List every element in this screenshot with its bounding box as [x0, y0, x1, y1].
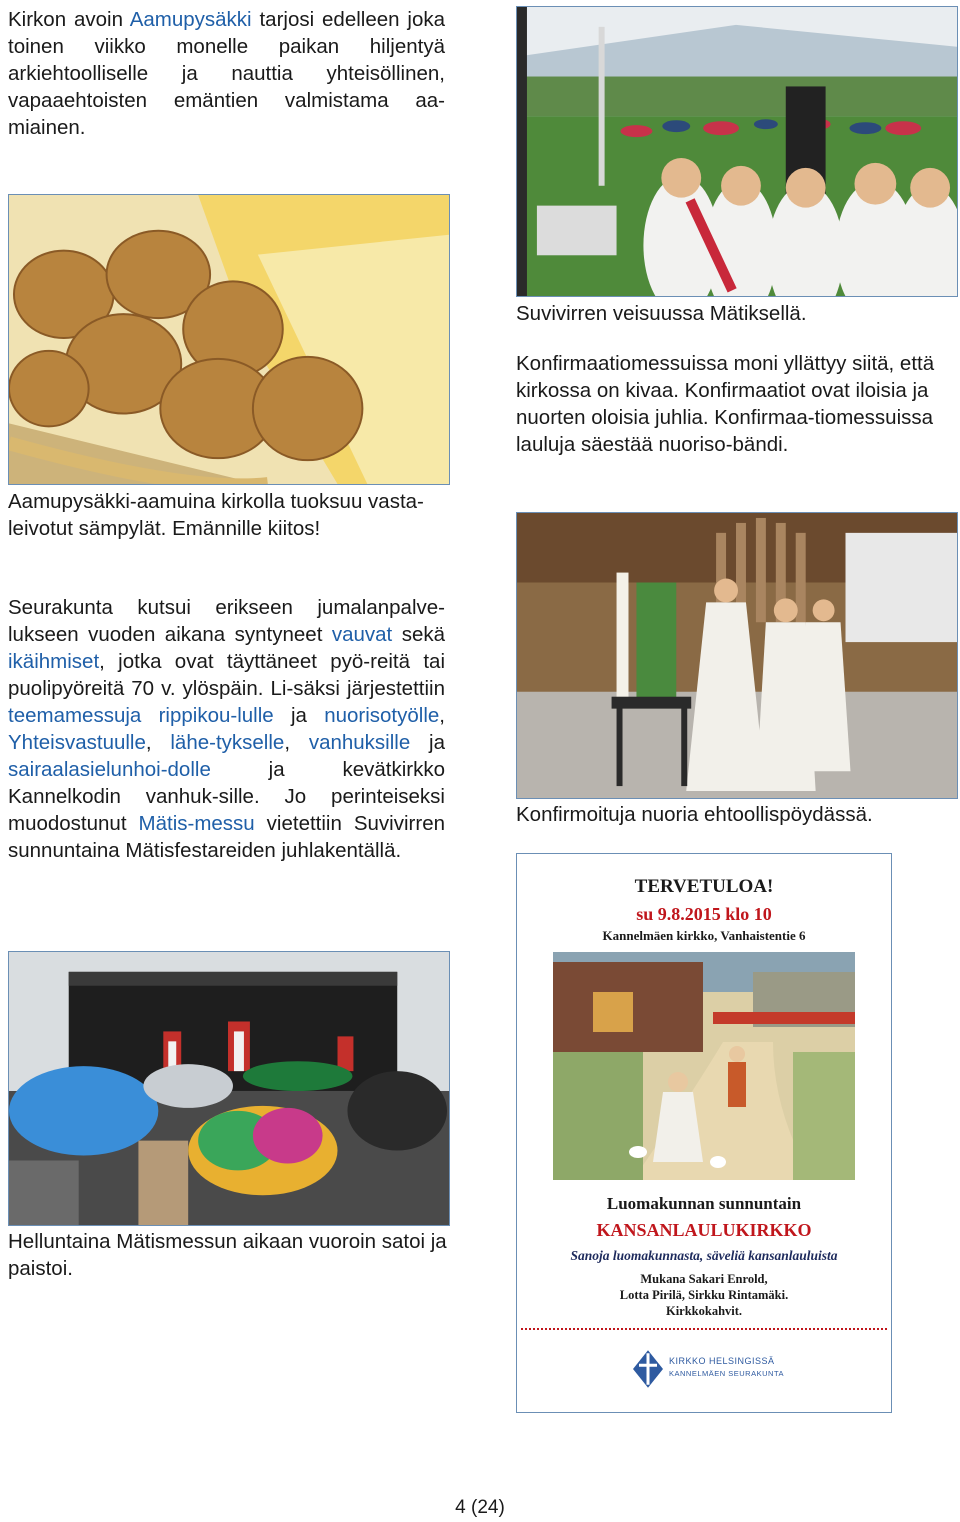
link-vanhukset[interactable]: vanhuksille — [308, 731, 411, 754]
photo-rain-mass — [8, 951, 450, 1226]
bread-basket-image — [9, 195, 449, 484]
link-matismessu[interactable]: Mätis-messu — [138, 812, 255, 835]
link-lahetys[interactable]: lähe-tykselle — [170, 731, 285, 754]
photo-bread-basket — [8, 194, 450, 485]
poster-welcome: TERVETULOA! — [634, 876, 774, 897]
cross-logo-icon — [633, 1344, 663, 1394]
field-service-image — [517, 7, 957, 296]
caption-rain-mass: Helluntaina Mätismessun aikaan vuoroin satoi ja paistoi. — [8, 1230, 447, 1280]
confirmation-paragraph: Konfirmaatiomessuissa moni yllättyy siitä, että kirkossa on kivaa. Konfirmaatiot ovat iloisia ja nuorten oloisia juhlia. Konfirmaa-tiomessuissa lauluja säestää nuoriso-bändi. — [516, 352, 935, 456]
poster-place: Kannelmäen kirkko, Vanhaistentie 6 — [602, 928, 806, 943]
link-ikaihmiset[interactable]: ikäihmiset — [8, 650, 100, 673]
poster-line-1: Mukana Sakari Enrold, — [640, 1272, 768, 1286]
poster-date: su 9.8.2015 klo 10 — [636, 904, 772, 924]
photo-confirmation-altar — [516, 512, 958, 799]
kirkko-helsingissa-logo — [633, 1344, 793, 1394]
poster-painting-image — [553, 952, 855, 1180]
logo-text-1: KIRKKO HELSINGISSÄ — [669, 1356, 775, 1366]
event-poster — [516, 853, 892, 1413]
main-paragraph: Seurakunta kutsui erikseen jumalanpalve-lukseen vuoden aikana syntyneet vauvat sekä ikäihmiset, jotka ovat täyttäneet pyö-reitä tai puolipyöreitä 70 v. ylöspäin. Li-säksi järjestettiin teemamessuja rippikou-lulle ja nuorisotyölle, Yhteisvastuulle, lähe-tykselle, vanhuksille ja sairaalasielunhoi-dolle ja kevätkirkko Kannelkodin vanhuk-sille. Jo perinteiseksi muodostunut Mätis-messu vietettiin Suvivirren sunnuntaina Mätisfestareiden juhlakentällä. — [8, 596, 445, 862]
poster-dotted-divider — [521, 1328, 887, 1330]
link-sairaalasielunhoito[interactable]: sairaalasielunhoi-dolle — [8, 758, 211, 781]
poster-tagline: Sanoja luomakunnasta, säveliä kansanlauluista — [570, 1248, 838, 1263]
link-yhteisvastuu[interactable]: Yhteisvastuulle — [8, 731, 146, 754]
poster-line-3: Kirkkokahvit. — [665, 1304, 743, 1318]
photo-field-service — [516, 6, 958, 297]
link-nuorisotyo[interactable]: nuorisotyölle — [324, 704, 440, 727]
caption-confirmation-altar: Konfirmoituja nuoria ehtoollispöydässä. — [516, 803, 873, 826]
caption-field-service: Suvivirren veisuussa Mätiksellä. — [516, 302, 807, 325]
confirmation-altar-image — [517, 513, 957, 798]
intro-paragraph: Kirkon avoin Aamupysäkki tarjosi edelleen joka toinen viikko monelle paikan hiljentyä arkiehtoolliselle ja nauttia yhteisöllinen, vapaaehtoisten emäntien valmistama aa-miainen. — [8, 8, 445, 139]
link-teemamessuja[interactable]: teemamessuja rippikou-lulle — [8, 704, 274, 727]
poster-painting — [553, 952, 855, 1180]
link-vauvat[interactable]: vauvat — [331, 623, 393, 646]
page-number: 4 (24) — [455, 1497, 505, 1518]
caption-bread-basket: Aamupysäkki-aamuina kirkolla tuoksuu vasta-leivotut sämpylät. Emännille kiitos! — [8, 490, 424, 540]
aamupysakki-link[interactable]: Aamupysäkki — [129, 8, 252, 31]
rain-mass-image — [9, 952, 449, 1225]
poster-line-2: Lotta Pirilä, Sirkku Rintamäki. — [619, 1288, 789, 1302]
poster-event-title: KANSANLAULUKIRKKO — [596, 1220, 812, 1240]
logo-text-2: KANNELMÄEN SEURAKUNTA — [669, 1369, 784, 1378]
poster-subtitle: Luomakunnan sunnuntain — [606, 1194, 802, 1213]
